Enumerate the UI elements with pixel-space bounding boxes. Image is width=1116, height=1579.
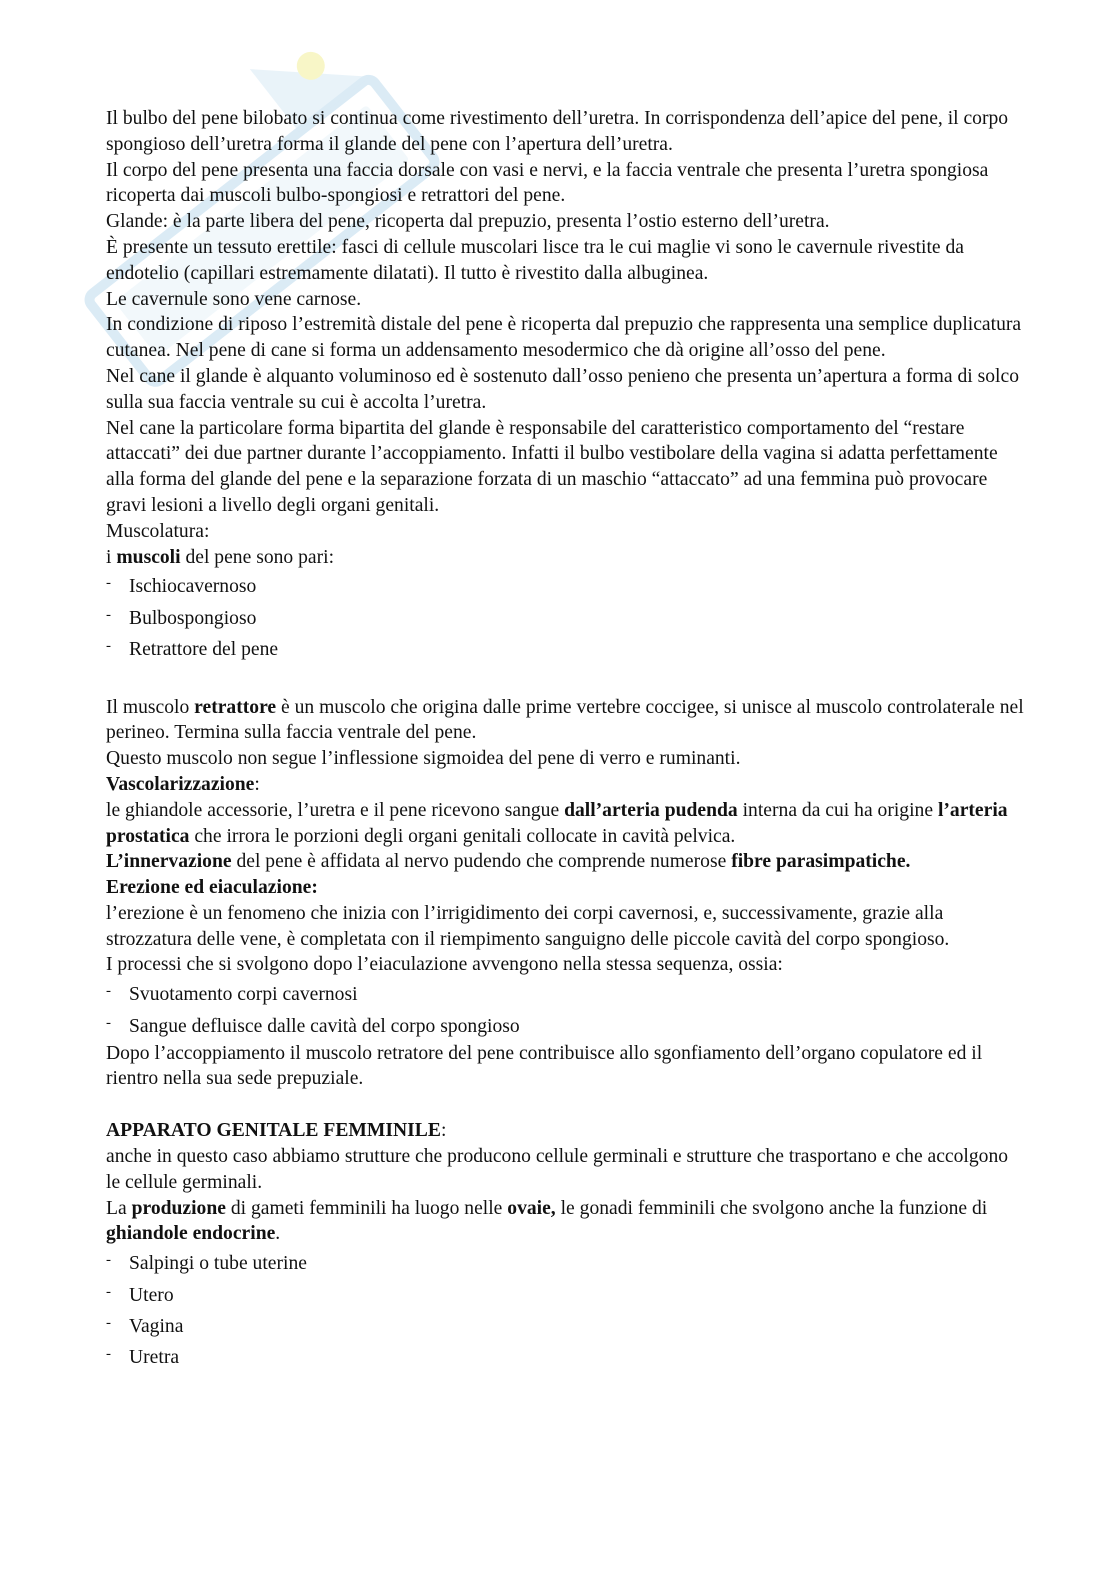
paragraph: La produzione di gameti femminili ha luogo nelle ovaie, le gonadi femminili che svolgono anche la funzione di ghiandole endocrine.	[106, 1197, 988, 1245]
paragraph: Il muscolo retrattore è un muscolo che origina dalle prime vertebre coccigee, si unisce al muscolo controlaterale nel perineo. Termina sulla faccia ventrale del pene.	[106, 696, 1024, 744]
dash-bullet: -	[106, 1346, 111, 1363]
dash-bullet: -	[106, 575, 111, 592]
paragraph: i muscoli del pene sono pari:	[106, 546, 335, 568]
bold-term: fibre parasimpatiche.	[731, 851, 911, 873]
paragraph: I processi che si svolgono dopo l’eiaculazione avvengono nella stessa sequenza, ossia:	[106, 954, 783, 976]
paragraph: Nel cane il glande è alquanto voluminoso ed è sostenuto dall’osso penieno che presenta un’apertura a forma di solco sulla sua faccia ventrale su cui è accolta l’uretra.	[106, 365, 1019, 413]
list-item: - Ischiocavernoso	[106, 574, 1026, 605]
paragraph: L’innervazione del pene è affidata al nervo pudendo che comprende numerose fibre parasimpatiche.	[106, 851, 911, 873]
section-label-muscolatura: Muscolatura:	[106, 520, 210, 542]
bold-term: L’innervazione	[106, 851, 232, 873]
paragraph: Le cavernule sono vene carnose.	[106, 288, 362, 310]
dash-bullet: -	[106, 1014, 111, 1031]
bold-term: produzione	[131, 1197, 226, 1219]
paragraph: l’erezione è un fenomeno che inizia con l’irrigidimento dei corpi cavernosi, e, successivamente, grazie alla strozzatura delle vene, è completata con il riempimento sanguigno delle piccole cavità del corpo spongioso.	[106, 902, 950, 950]
list-item: - Vagina	[106, 1314, 1026, 1345]
dash-bullet: -	[106, 638, 111, 655]
dash-bullet: -	[106, 1283, 111, 1300]
paragraph: Questo muscolo non segue l’inflessione sigmoidea del pene di verro e ruminanti.	[106, 748, 741, 770]
paragraph: Il corpo del pene presenta una faccia dorsale con vasi e nervi, e la faccia ventrale che presenta l’uretra spongiosa ricoperta dai muscoli bulbo-spongiosi e retrattori del pene.	[106, 159, 989, 207]
dash-bullet: -	[106, 1315, 111, 1332]
paragraph: È presente un tessuto erettile: fasci di cellule muscolari lisce tra le cui maglie vi sono le cavernule rivestite da endotelio (capillari estremamente dilatati). Il tutto è rivestito dalla albuginea.	[106, 236, 965, 284]
dash-bullet: -	[106, 983, 111, 1000]
list-item: - Utero	[106, 1283, 1026, 1314]
paragraph: le ghiandole accessorie, l’uretra e il pene ricevono sangue dall’arteria pudenda interna da cui ha origine l’arteria prostatica che irrora le porzioni degli organi genitali collocate in cavità pelvica.	[106, 799, 1008, 847]
section-heading-apparato-femminile: APPARATO GENITALE FEMMINILE:	[106, 1120, 447, 1142]
list-item: - Uretra	[106, 1345, 1026, 1376]
section-label-vascolarizzazione: Vascolarizzazione:	[106, 773, 260, 795]
list-item: - Retrattore del pene	[106, 637, 1026, 668]
paragraph: Il bulbo del pene bilobato si continua come rivestimento dell’uretra. In corrispondenza dell’apice del pene, il corpo spongioso dell’uretra forma il glande del pene con l’apertura dell’uretra.	[106, 108, 1009, 155]
bold-term: retrattore	[194, 696, 277, 718]
dash-bullet: -	[106, 606, 111, 623]
list-item: - Sangue defluisce dalle cavità del corpo spongioso	[106, 1014, 1026, 1041]
list-item: - Salpingi o tube uterine	[106, 1251, 1026, 1282]
paragraph: anche in questo caso abbiamo strutture che producono cellule germinali e strutture che trasportano e che accolgono le cellule germinali.	[106, 1146, 1009, 1193]
document-page	[106, 106, 1026, 1377]
female-structures-list	[106, 1251, 1026, 1377]
bold-term: ovaie,	[507, 1197, 556, 1219]
bold-term: l’arteria prostatica	[106, 799, 1008, 847]
paragraph: Glande: è la parte libera del pene, ricoperta dal prepuzio, presenta l’ostio esterno dell’uretra.	[106, 211, 830, 233]
muscle-list	[106, 574, 1026, 668]
list-item: - Bulbospongioso	[106, 606, 1026, 637]
section-label-erezione: Erezione ed eiaculazione:	[106, 877, 318, 899]
bold-term: dall’arteria pudenda	[564, 799, 738, 821]
paragraph: Dopo l’accoppiamento il muscolo retratore del pene contribuisce allo sgonfiamento dell’organo copulatore ed il rientro nella sua sede prepuziale.	[106, 1042, 983, 1090]
list-item: - Svuotamento corpi cavernosi	[106, 982, 1026, 1013]
paragraph: Nel cane la particolare forma bipartita del glande è responsabile del caratteristico comportamento del “restare attaccati” dei due partner durante l’accoppiamento. Infatti il bulbo vestibolare della vagina si adatta perfettamente alla forma del glande del pene e la separazione forzata di un maschio “attaccato” ad una femmina può provocare gravi lesioni a livello degli organi genitali.	[106, 417, 998, 516]
dash-bullet: -	[106, 1252, 111, 1269]
bold-term: ghiandole endocrine	[106, 1223, 276, 1245]
process-list	[106, 982, 1026, 1040]
bold-term: muscoli	[116, 546, 181, 568]
paragraph: In condizione di riposo l’estremità distale del pene è ricoperta dal prepuzio che rappresenta una semplice duplicatura cutanea. Nel pene di cane si forma un addensamento mesodermico che dà origine all’osso del pene.	[106, 314, 1022, 362]
